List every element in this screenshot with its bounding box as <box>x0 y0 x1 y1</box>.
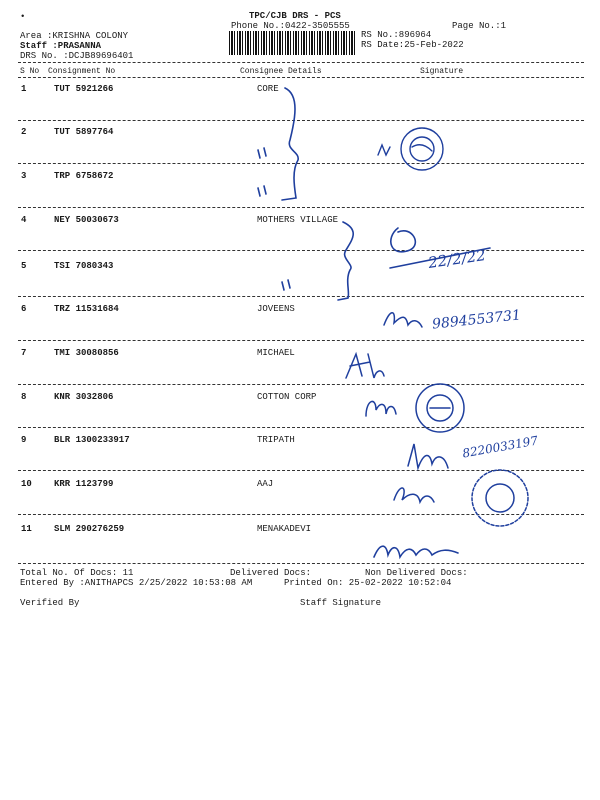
bullet-mark: • <box>20 12 26 22</box>
column-sno: S No <box>20 67 40 76</box>
row-consignee: JOVEENS <box>257 304 295 314</box>
total-docs: Total No. Of Docs: 11 <box>20 568 134 578</box>
signature-row6 <box>382 305 432 335</box>
row-consignment: KRR 1123799 <box>54 479 114 489</box>
non-delivered-docs: Non Delivered Docs: <box>365 568 468 578</box>
row-consignee: CORE <box>257 84 279 94</box>
staff-label: Staff :PRASANNA <box>20 41 102 51</box>
row-consignee: TRIPATH <box>257 435 295 445</box>
entered-by: Entered By :ANITHAPCS 2/25/2022 10:53:08 AM <box>20 578 253 588</box>
row-sno: 7 <box>21 348 27 358</box>
row-sno: 9 <box>21 435 27 445</box>
signature-row7 <box>340 348 390 384</box>
row-sno: 2 <box>21 127 27 137</box>
staff-signature: Staff Signature <box>300 598 382 608</box>
column-signature: Signature <box>420 67 464 76</box>
row-sno: 4 <box>21 215 27 225</box>
row-sno: 11 <box>21 524 32 534</box>
row-consignment: KNR 3032806 <box>54 392 114 402</box>
row-consignment: TSI 7080343 <box>54 261 114 271</box>
row-consignee: MOTHERS VILLAGE <box>257 215 339 225</box>
row-consignment: SLM 290276259 <box>54 524 125 534</box>
row-sno: 8 <box>21 392 27 402</box>
row-sno: 5 <box>21 261 27 271</box>
row-consignee: AAJ <box>257 479 274 489</box>
row-consignment: BLR 1300233917 <box>54 435 130 445</box>
row-consignment: TRZ 11531684 <box>54 304 119 314</box>
row-sno: 3 <box>21 171 27 181</box>
verified-by: Verified By <box>20 598 80 608</box>
row-sno: 6 <box>21 304 27 314</box>
document-title: TPC/CJB DRS - PCS <box>249 11 341 21</box>
row-consignment: TUT 5921266 <box>54 84 114 94</box>
row-consignment: NEY 50030673 <box>54 215 119 225</box>
column-consignment: Consignment No <box>48 67 116 76</box>
row-consignment: TRP 6758672 <box>54 171 114 181</box>
area-label: Area :KRISHNA COLONY <box>20 31 129 41</box>
row-consignment: TMI 30080856 <box>54 348 119 358</box>
row-consignee: MICHAEL <box>257 348 295 358</box>
column-consignee: Consignee Details <box>240 67 322 76</box>
row-consignment: TUT 5897764 <box>54 127 114 137</box>
row-sno: 1 <box>21 84 27 94</box>
signature-row2 <box>372 125 452 175</box>
row-sno: 10 <box>21 479 32 489</box>
row-consignee: MENAKADEVI <box>257 524 312 534</box>
signature-row10 <box>390 466 540 536</box>
signature-row8 <box>360 380 480 440</box>
signature-row11 <box>370 535 470 565</box>
page-number: Page No.:1 <box>452 21 507 31</box>
handwritten-phone-row9: 8220033197 <box>461 433 539 461</box>
handwritten-date: 22/2/22 <box>427 246 487 272</box>
handwritten-phone-row6: 9894553731 <box>431 307 522 333</box>
delivered-docs: Delivered Docs: <box>230 568 312 578</box>
rs-date: RS Date:25-Feb-2022 <box>361 40 464 50</box>
printed-on: Printed On: 25-02-2022 10:52:04 <box>284 578 452 588</box>
phone-number: Phone No.:0422-3505555 <box>231 21 350 31</box>
drs-number: DRS No. :DCJB89696401 <box>20 51 134 61</box>
rs-number: RS No.:896964 <box>361 30 432 40</box>
row-consignee: COTTON CORP <box>257 392 317 402</box>
